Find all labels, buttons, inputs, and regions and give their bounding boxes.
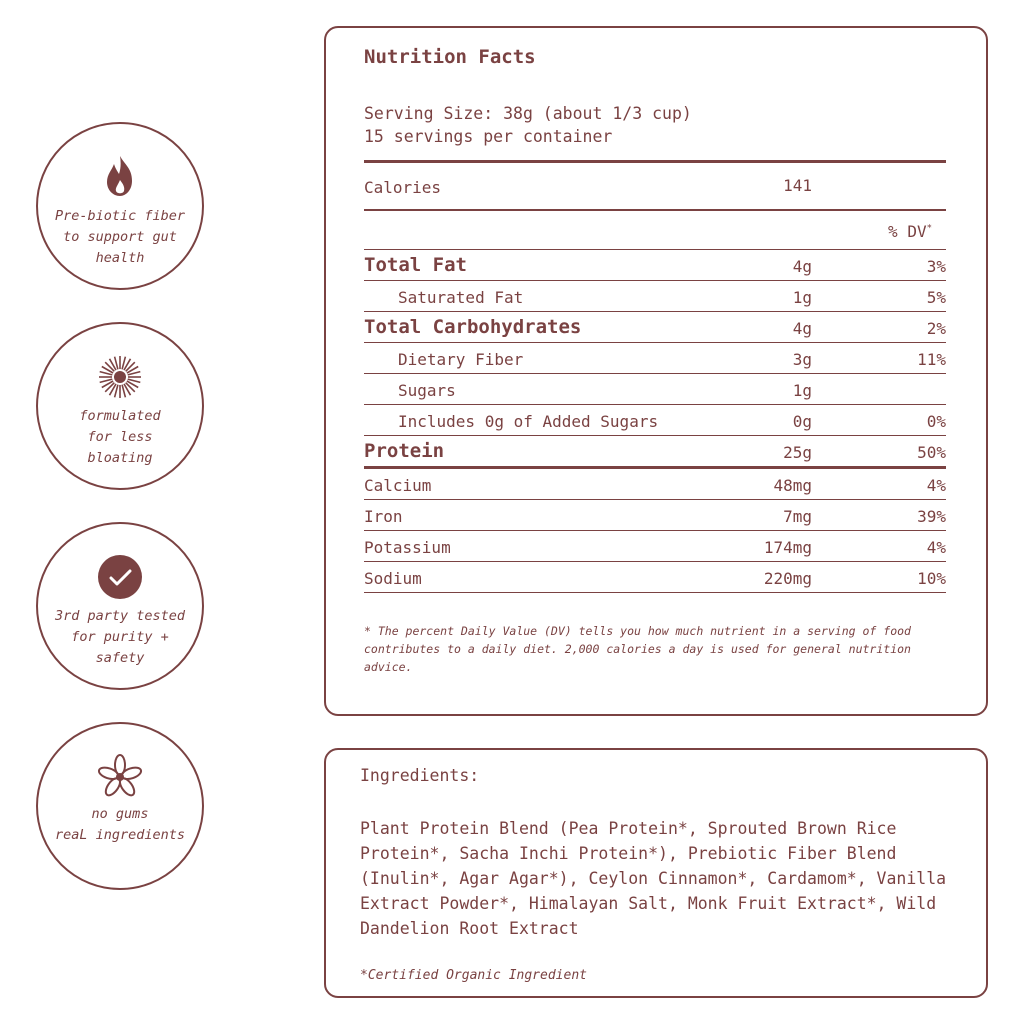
nutrient-row [364,562,946,593]
badge-prebiotic-fiber [36,122,204,290]
nutrient-rows [364,250,946,593]
nutrient-dv: 2% [926,319,946,338]
badge-text: formulated for less bloating [79,408,161,466]
serving-info [364,102,692,148]
ingredients-title: Ingredients: [360,766,480,785]
organic-note: *Certified Organic Ingredient [360,968,587,983]
flame-icon [38,154,202,198]
nutrient-dv: 50% [917,443,946,462]
nutrition-table [364,160,946,593]
nutrient-amount: 25g [783,443,812,462]
flower-icon [38,754,202,798]
nutrient-name: Total Carbohydrates [364,316,582,338]
nutrient-dv: 5% [926,288,946,307]
checkmark-circle-icon [38,554,202,598]
nutrient-dv: 11% [917,350,946,369]
nutrient-row [364,281,946,312]
nutrient-row [364,469,946,500]
nutrient-dv: 39% [917,507,946,526]
nutrient-name: Protein [364,440,445,462]
nutrient-dv: 0% [926,412,946,431]
calories-value: 141 [783,176,812,195]
sunburst-icon [38,354,202,398]
badge-less-bloating [36,322,204,490]
nutrient-name: Calcium [364,476,432,495]
nutrient-amount: 0g [792,412,812,431]
badge-third-party-tested [36,522,204,690]
nutrient-row [364,250,946,281]
dv-header: % DV* [888,222,932,241]
nutrient-name: Dietary Fiber [398,350,524,369]
nutrient-dv: 10% [917,569,946,588]
nutrient-amount: 174mg [763,538,812,557]
ingredients-text: Plant Protein Blend (Pea Protein*, Sprouted Brown Rice Protein*, Sacha Inchi Protein*), Prebiotic Fiber Blend (Inulin*, Agar Agar*), Ceylon Cinnamon*, Cardamom*, Vanilla Extract Powder*, Himalayan Salt, Monk Fruit Extract*, Wild Dandelion Root Extract [360,819,947,938]
nutrient-amount: 7mg [783,507,812,526]
nutrient-row [364,374,946,405]
nutrient-name: Sodium [364,569,422,588]
nutrient-amount: 3g [792,350,812,369]
badge-text: Pre-biotic fiber to support gut health [54,208,186,266]
nutrient-dv: 3% [926,257,946,276]
nutrient-dv: 4% [926,538,946,557]
dv-footnote: * The percent Daily Value (DV) tells you how much nutrient in a serving of food contributes to a daily diet. 2,000 calories a day is used for general nutrition advice. [364,624,911,674]
nutrient-name: Total Fat [364,254,467,276]
nutrient-dv: 4% [926,476,946,495]
badge-text: no gums reaL ingredients [54,806,186,843]
badge-text: 3rd party tested for purity + safety [54,608,186,666]
nutrient-amount: 1g [792,288,812,307]
nutrient-row [364,531,946,562]
nutrient-row [364,343,946,374]
nutrient-amount: 4g [792,319,812,338]
ingredients-panel [324,748,988,998]
calories-label: Calories [364,178,442,197]
nutrition-title: Nutrition Facts [364,46,536,68]
nutrient-name: Saturated Fat [398,288,524,307]
nutrient-name: Iron [364,507,403,526]
nutrient-row [364,500,946,531]
servings-per-container: 15 servings per container [364,127,613,146]
nutrient-name: Sugars [398,381,456,400]
calories-row [364,163,946,211]
serving-size: Serving Size: 38g (about 1/3 cup) [364,104,692,123]
dv-header-row [364,211,946,250]
nutrient-amount: 1g [792,381,812,400]
nutrient-row [364,436,946,469]
nutrient-name: Potassium [364,538,451,557]
nutrition-facts-panel [324,26,988,716]
badge-no-gums [36,722,204,890]
nutrient-name: Includes 0g of Added Sugars [398,412,659,431]
nutrient-row [364,405,946,436]
nutrient-amount: 220mg [763,569,812,588]
nutrient-amount: 4g [792,257,812,276]
nutrient-amount: 48mg [773,476,812,495]
nutrient-row [364,312,946,343]
